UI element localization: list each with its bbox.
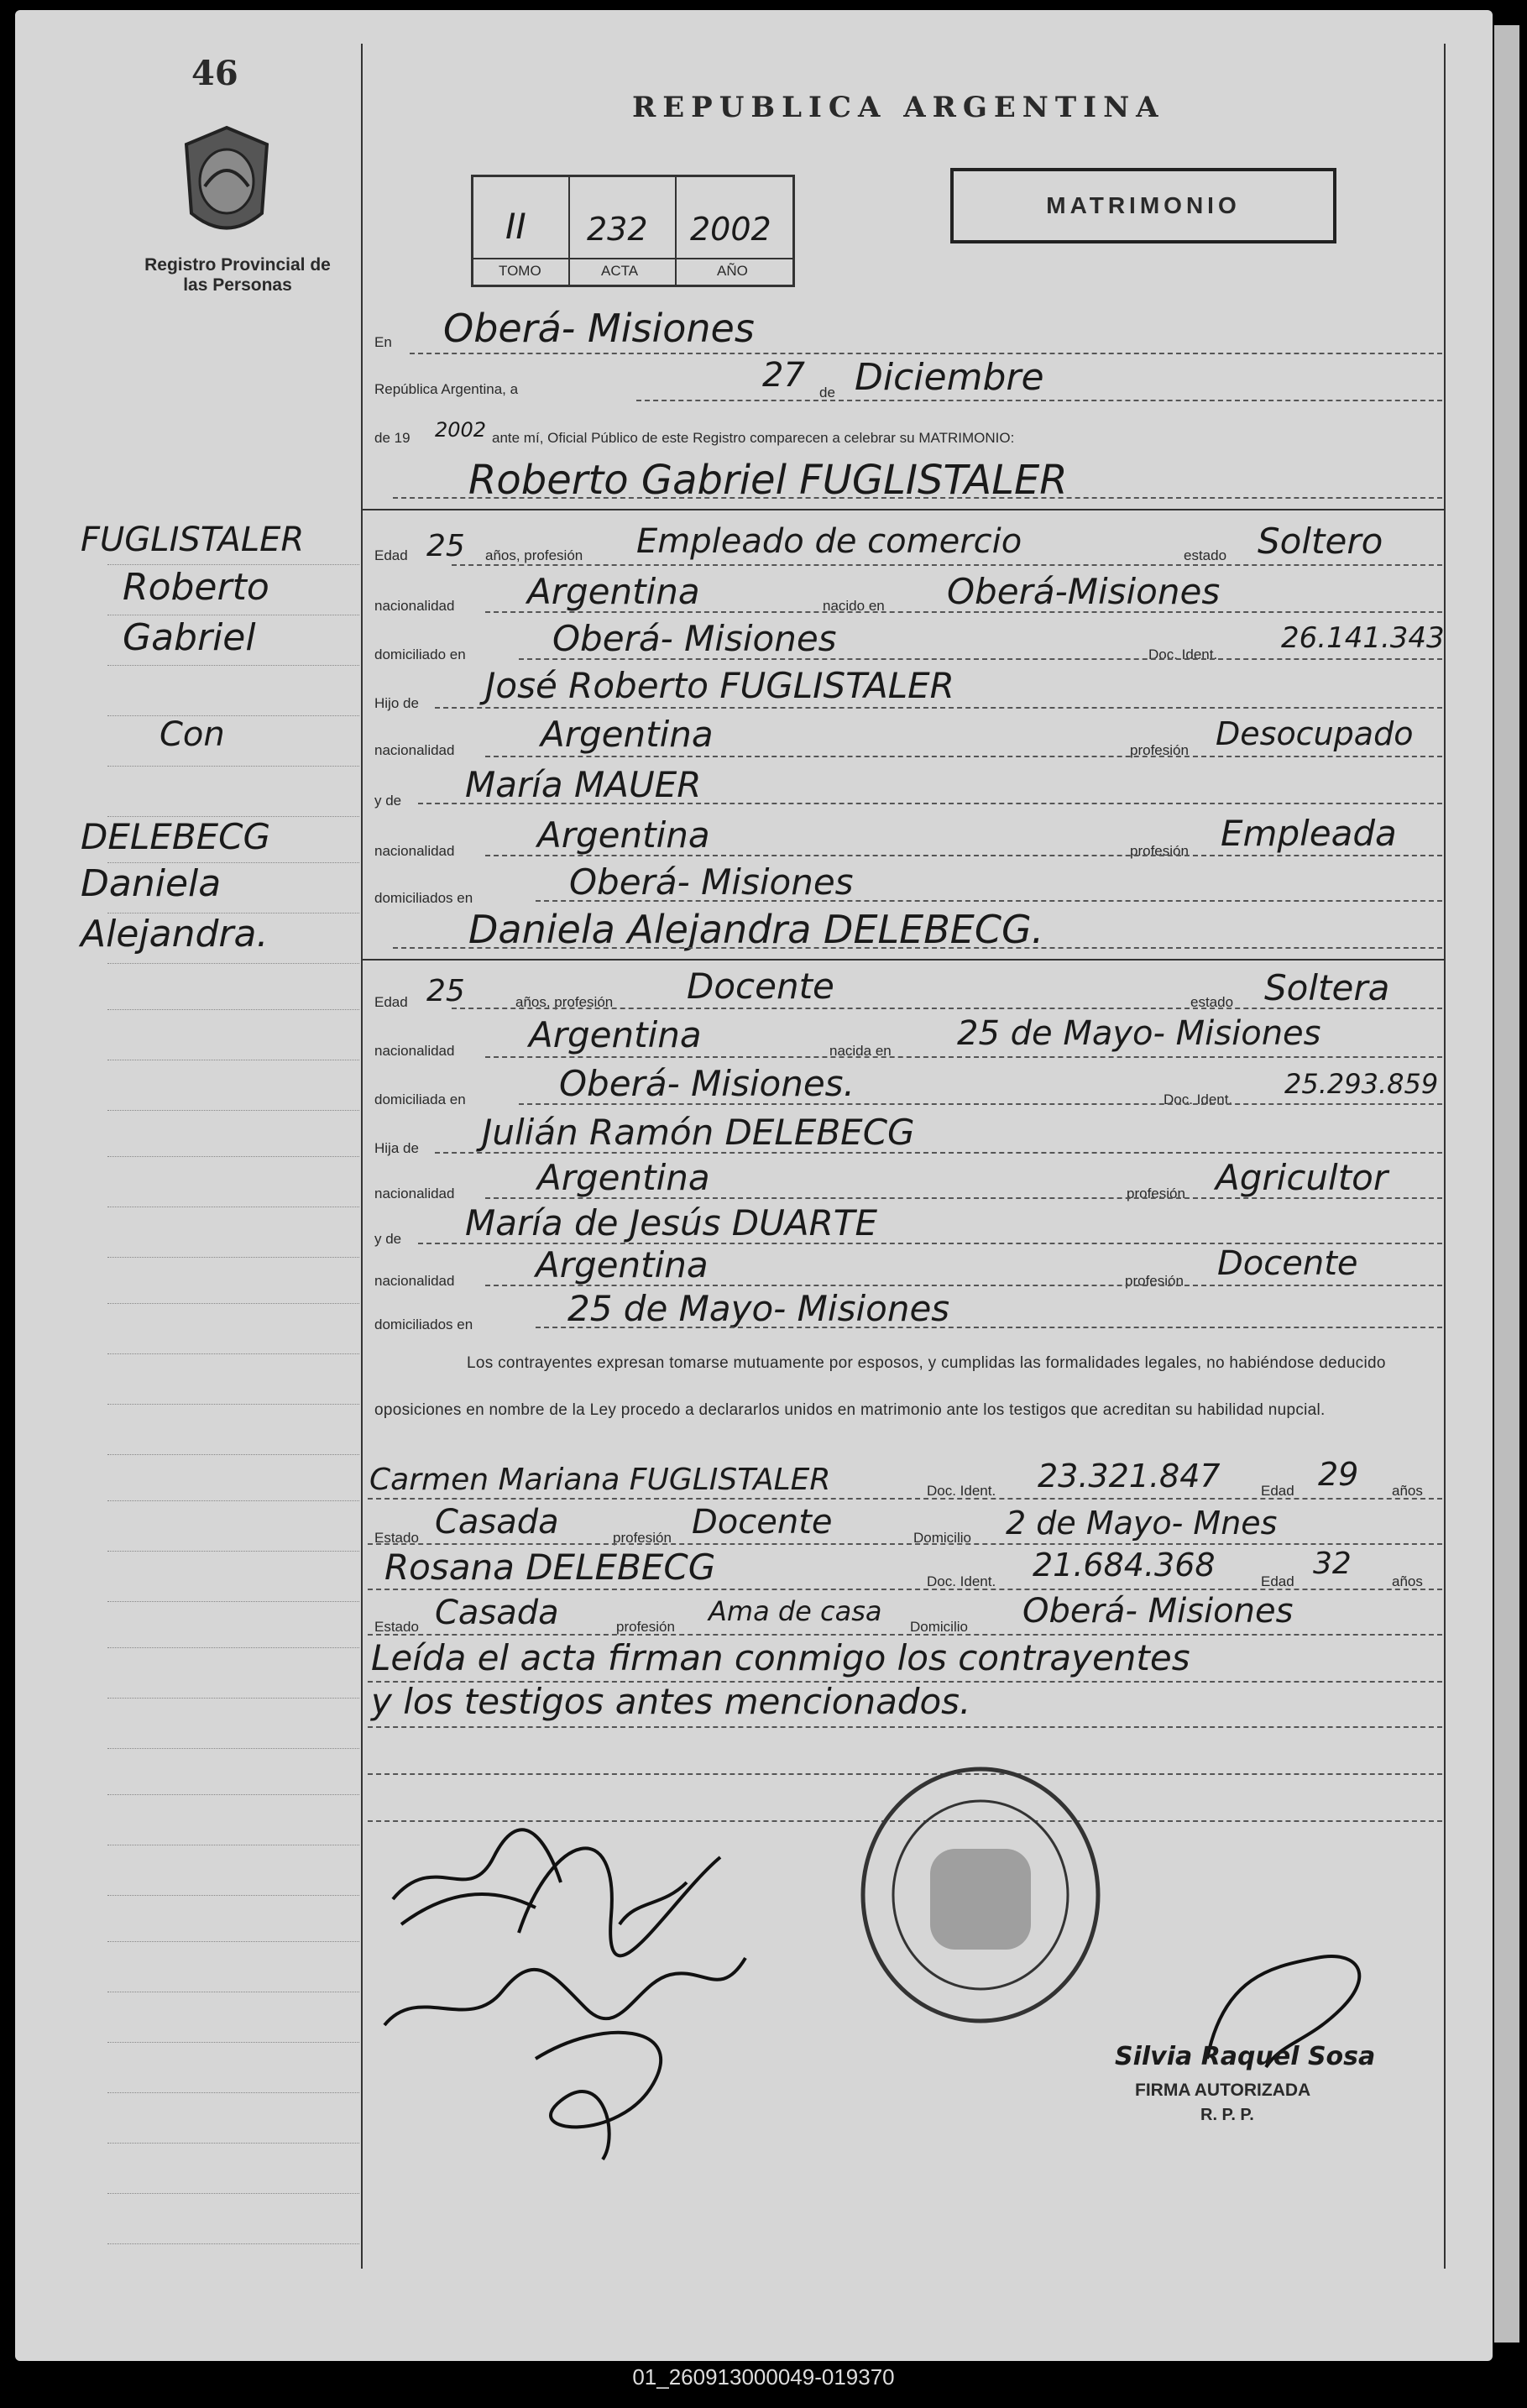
right-rule: [1444, 44, 1446, 2269]
label-anios: años: [1392, 1573, 1423, 1589]
label-nacionalidad: nacionalidad: [374, 1273, 455, 1289]
signature: [384, 1958, 745, 2025]
groom-parents-domicile: Oberá- Misiones: [569, 861, 854, 903]
formal-declaration: Los contrayentes expresan tomarse mutuamente por esposos, y cumplidas las formalidades legales, no habiéndose deducido oposiciones en nombre de la Ley procedo a declararlos unidos en matrimonio ante los testigos que acreditan su habilidad nupcial.: [374, 1354, 1386, 1419]
label-domicilio: Domicilio: [910, 1619, 968, 1635]
label-doc-ident: Doc. Ident.: [927, 1483, 996, 1499]
witness1-age: 29: [1318, 1456, 1359, 1493]
witness1-domicile: 2 de Mayo- Mnes: [1006, 1505, 1278, 1542]
official-stamp: [846, 1756, 1115, 2034]
margin-note: FUGLISTALER: [81, 521, 305, 559]
tomo-value: II: [505, 206, 526, 247]
anio-label: AÑO: [717, 263, 748, 279]
label-profesion: profesión: [616, 1619, 675, 1635]
signatures: [368, 1782, 787, 2176]
label-doc-ident: Doc. Ident.: [1148, 646, 1218, 662]
label-nacionalidad: nacionalidad: [374, 1043, 455, 1059]
provincial-emblem-icon: [176, 121, 277, 247]
label-nacionalidad: nacionalidad: [374, 1186, 455, 1201]
label-estado: Estado: [374, 1619, 419, 1635]
acta-value: 232: [587, 211, 648, 248]
label-en: En: [374, 334, 392, 350]
margin-note: Daniela: [81, 862, 222, 905]
bride-father-profession: Agricultor: [1216, 1157, 1388, 1198]
groom-mother-nationality: Argentina: [537, 814, 710, 856]
witness2-status: Casada: [435, 1594, 559, 1632]
groom-mother-profession: Empleada: [1221, 813, 1397, 854]
signature: [393, 1830, 561, 1924]
margin-note: Con: [159, 715, 225, 754]
bride-father-nationality: Argentina: [537, 1157, 710, 1198]
label-anios-profesion: años, profesión: [515, 994, 614, 1010]
margin-note: DELEBECG: [81, 816, 271, 857]
bride-status: Soltera: [1264, 967, 1390, 1008]
groom-birthplace: Oberá-Misiones: [947, 571, 1221, 612]
ceremony-day: 27: [762, 356, 805, 395]
label-estado: Estado: [374, 1530, 419, 1546]
witness2-age: 32: [1313, 1547, 1352, 1581]
label-nacionalidad: nacionalidad: [374, 598, 455, 614]
label-republica: República Argentina, a: [374, 381, 519, 397]
groom-domicile: Oberá- Misiones: [552, 618, 837, 659]
label-estado: estado: [1190, 994, 1234, 1010]
groom-mother: María MAUER: [465, 764, 702, 805]
label-nacido-en: nacido en: [823, 598, 885, 614]
label-domiciliada-en: domiciliada en: [374, 1091, 466, 1107]
ceremony-month: Diciembre: [855, 356, 1044, 399]
page-edge: [1494, 25, 1519, 2343]
margin-note: Gabriel: [123, 616, 256, 659]
label-edad: Edad: [1261, 1573, 1294, 1589]
margin-note: Roberto: [123, 566, 269, 609]
witness1-profession: Docente: [692, 1503, 833, 1542]
witness1-status: Casada: [435, 1503, 559, 1542]
bride-name: Daniela Alejandra DELEBECG.: [468, 907, 1044, 952]
signature: [536, 2033, 661, 2159]
label-year: de 19: [374, 430, 411, 446]
label-nacida-en: nacida en: [829, 1043, 892, 1059]
label-anios: años: [1392, 1483, 1423, 1499]
label-edad: Edad: [1261, 1483, 1294, 1499]
doc-type-box: MATRIMONIO: [950, 168, 1336, 243]
footer-id: 01_260913000049-019370: [632, 2364, 895, 2390]
label-domiciliados-en: domiciliados en: [374, 890, 473, 906]
ceremony-year: 2002: [435, 418, 487, 442]
label-domicilio: Domicilio: [913, 1530, 971, 1546]
label-estado: estado: [1184, 547, 1227, 563]
label-profesion: profesión: [1130, 742, 1189, 758]
groom-status: Soltero: [1258, 521, 1383, 562]
witness2-name: Rosana DELEBECG: [384, 1547, 716, 1588]
authorized-name: Silvia Raquel Sosa: [1115, 2042, 1376, 2071]
label-de: de: [819, 385, 835, 400]
bride-father: Julián Ramón DELEBECG: [482, 1112, 915, 1153]
page-number: 46: [191, 54, 238, 93]
closing-line: y los testigos antes mencionados.: [371, 1681, 971, 1722]
groom-profession: Empleado de comercio: [636, 522, 1022, 561]
witness2-doc: 21.684.368: [1033, 1547, 1216, 1584]
bride-mother-nationality: Argentina: [536, 1244, 709, 1285]
groom-age: 25: [426, 529, 465, 563]
bride-doc: 25.293.859: [1284, 1068, 1439, 1100]
groom-doc: 26.141.343: [1281, 621, 1445, 655]
country-title: REPUBLICA ARGENTINA: [632, 91, 1165, 124]
label-doc-ident: Doc. Ident.: [1164, 1091, 1233, 1107]
label-domiciliados-en: domiciliados en: [374, 1317, 473, 1332]
ante-text: ante mí, Oficial Público de este Registro comparecen a celebrar su MATRIMONIO:: [492, 430, 1015, 446]
ceremony-place: Oberá- Misiones: [443, 306, 755, 351]
record-table: [471, 175, 795, 287]
tomo-label: TOMO: [499, 263, 541, 279]
groom-nationality: Argentina: [527, 571, 700, 612]
label-profesion: profesión: [613, 1530, 672, 1546]
bride-domicile: Oberá- Misiones.: [559, 1063, 855, 1104]
authorized-title: FIRMA AUTORIZADA: [1135, 2081, 1311, 2100]
closing-line: Leída el acta firman conmigo los contrayentes: [371, 1637, 1190, 1678]
label-y-de: y de: [374, 793, 402, 809]
groom-father: José Roberto FUGLISTALER: [485, 665, 954, 706]
label-doc-ident: Doc. Ident.: [927, 1573, 996, 1589]
label-hijo-de: Hijo de: [374, 695, 419, 711]
anio-value: 2002: [690, 211, 771, 248]
label-edad: Edad: [374, 547, 408, 563]
label-profesion: profesión: [1125, 1273, 1184, 1289]
margin-note: Alejandra.: [81, 913, 269, 955]
document-page: [15, 10, 1493, 2361]
witness2-profession: Ama de casa: [709, 1595, 882, 1627]
witness2-domicile: Oberá- Misiones: [1022, 1592, 1294, 1631]
registry-name: Registro Provincial de las Personas: [144, 255, 331, 295]
witness1-name: Carmen Mariana FUGLISTALER: [369, 1463, 831, 1497]
signature: [519, 1848, 720, 1955]
bride-mother: María de Jesús DUARTE: [465, 1202, 877, 1243]
bride-nationality: Argentina: [529, 1014, 702, 1055]
label-nacionalidad: nacionalidad: [374, 742, 455, 758]
bride-parents-domicile: 25 de Mayo- Misiones: [567, 1288, 950, 1329]
label-edad: Edad: [374, 994, 408, 1010]
label-nacionalidad: nacionalidad: [374, 843, 455, 859]
authorized-org: R. P. P.: [1200, 2106, 1254, 2124]
label-profesion: profesión: [1127, 1186, 1185, 1201]
bride-age: 25: [426, 974, 465, 1008]
label-domiciliado-en: domiciliado en: [374, 646, 466, 662]
label-anios-profesion: años, profesión: [485, 547, 583, 563]
groom-name: Roberto Gabriel FUGLISTALER: [468, 457, 1068, 504]
witness1-doc: 23.321.847: [1038, 1458, 1221, 1495]
bride-birthplace: 25 de Mayo- Misiones: [957, 1014, 1321, 1053]
margin-rule: [361, 44, 363, 2269]
bride-mother-profession: Docente: [1217, 1244, 1358, 1283]
groom-father-profession: Desocupado: [1216, 715, 1414, 752]
label-hija-de: Hija de: [374, 1140, 419, 1156]
bride-profession: Docente: [687, 966, 834, 1007]
label-profesion: profesión: [1130, 843, 1189, 859]
label-y-de: y de: [374, 1231, 402, 1247]
acta-label: ACTA: [601, 263, 639, 279]
groom-father-nationality: Argentina: [541, 714, 714, 755]
